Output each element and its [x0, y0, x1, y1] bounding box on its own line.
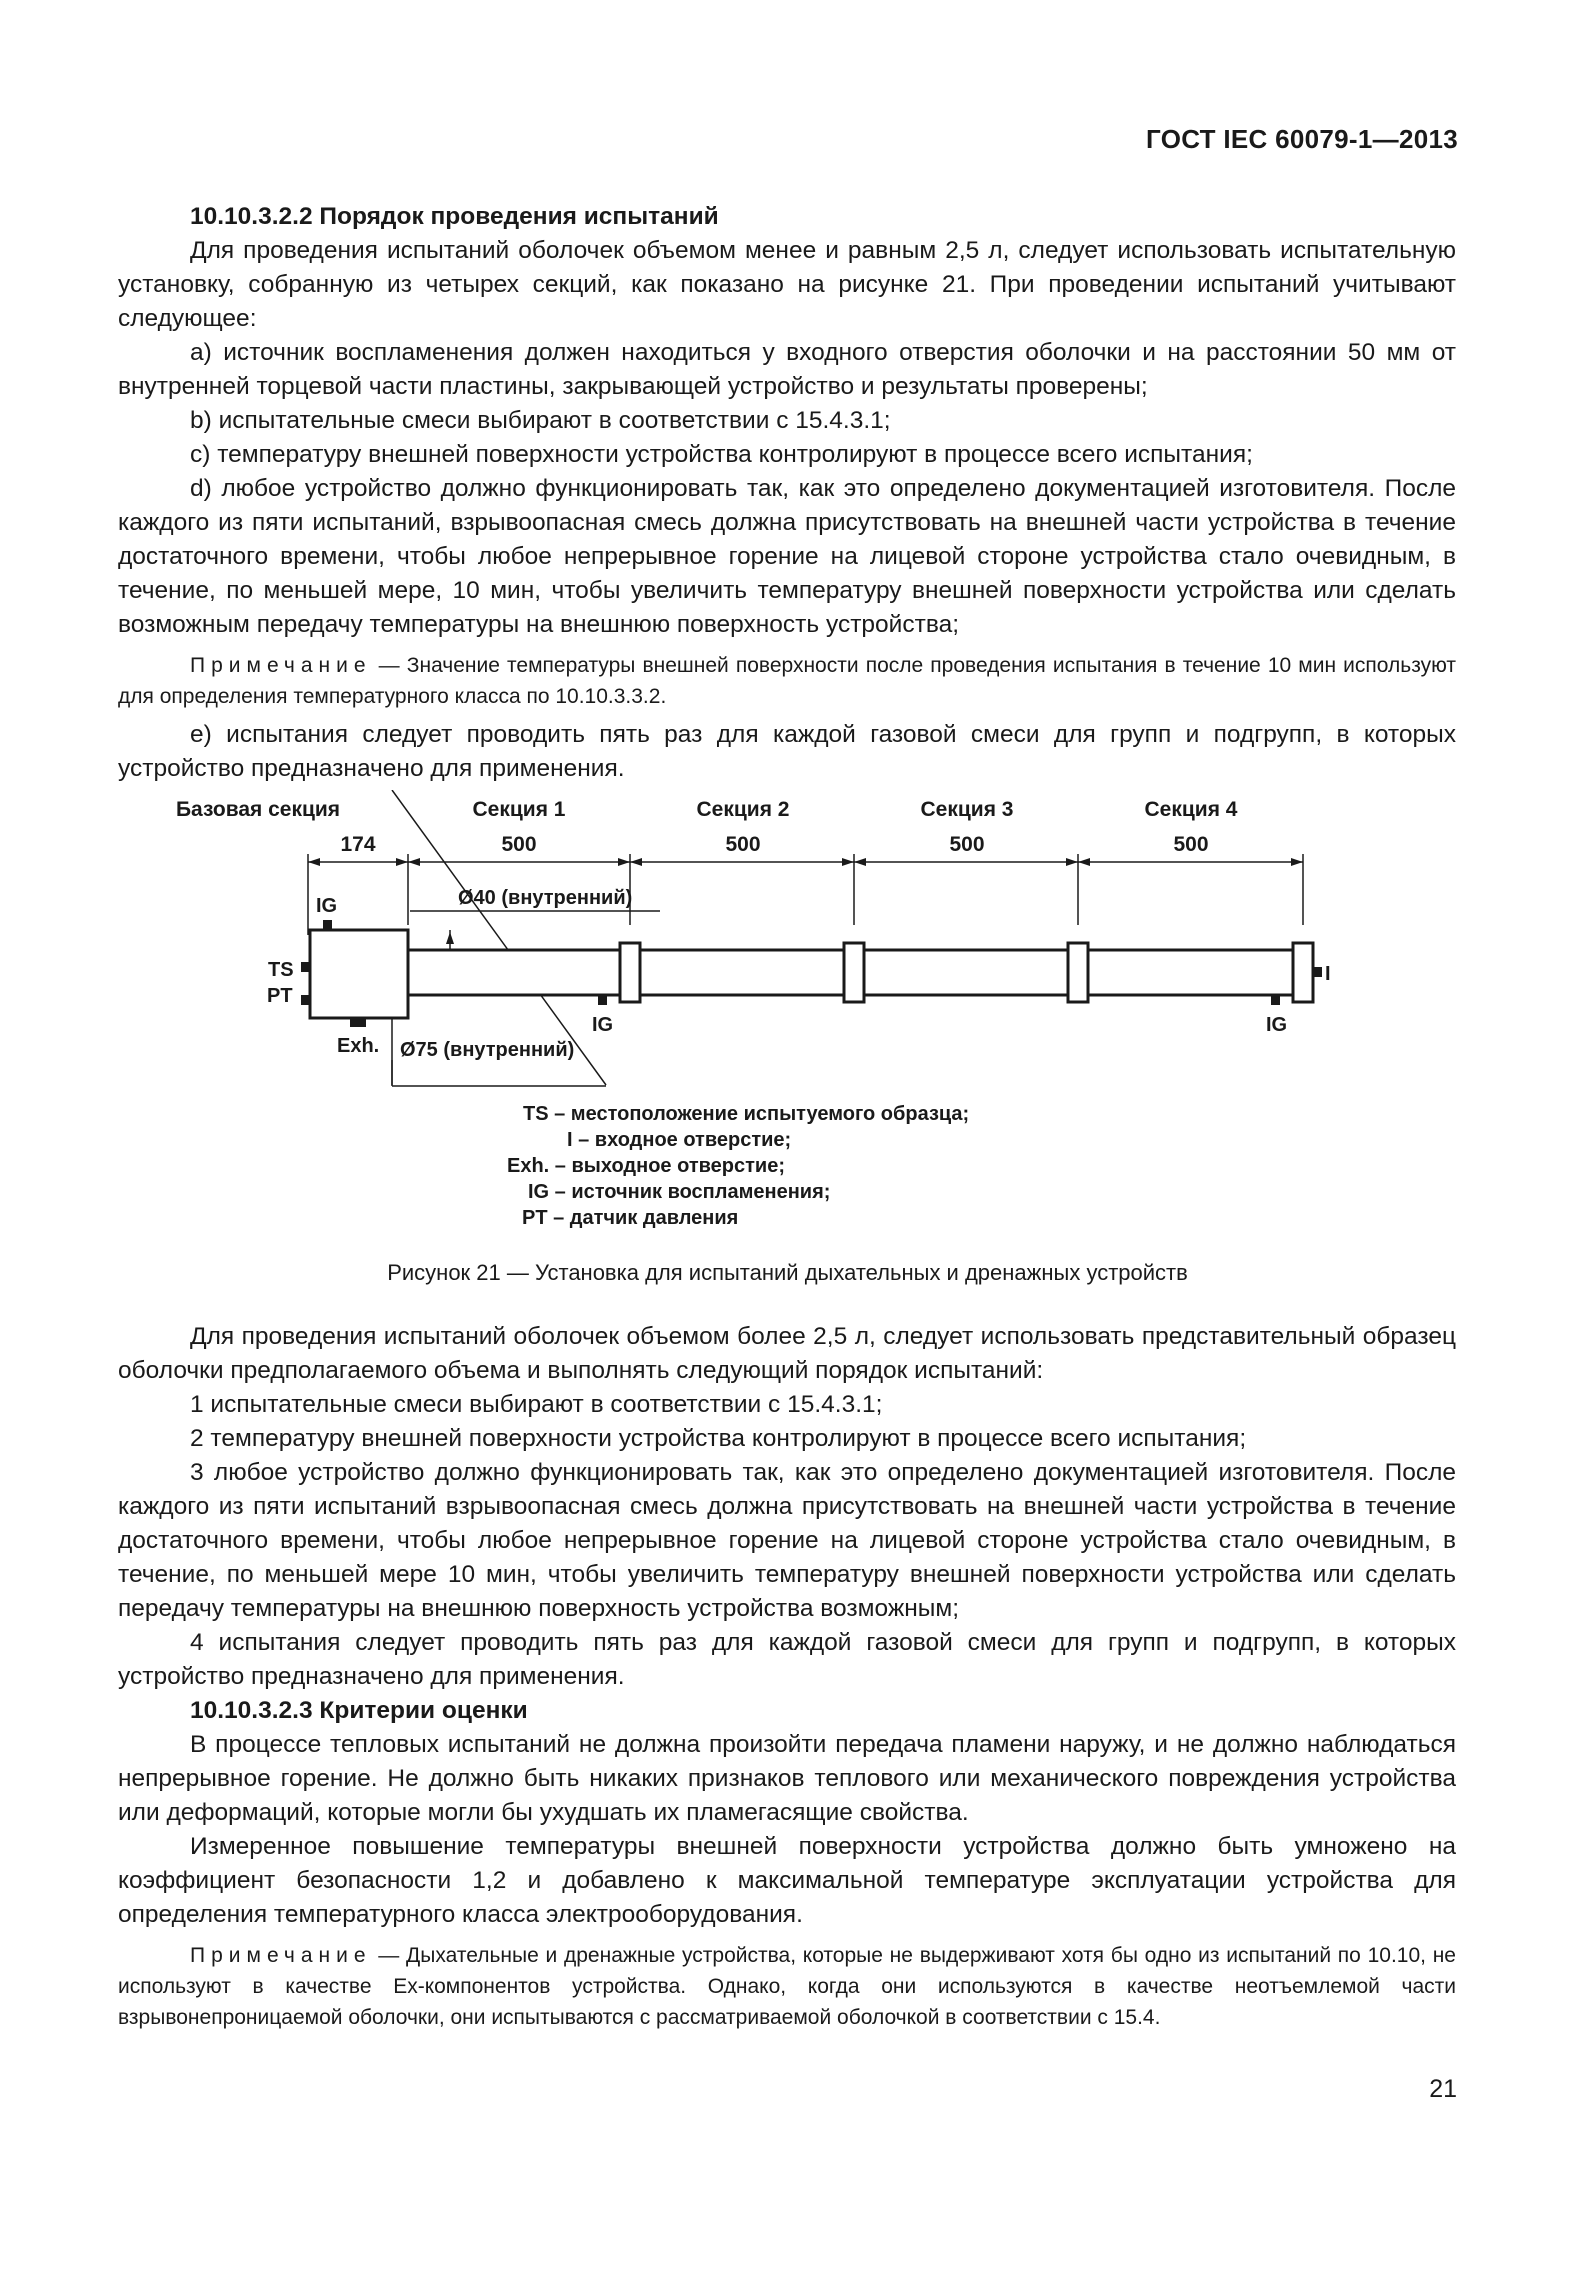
paragraph: В процессе тепловых испытаний не должна произойти передача пламени наружу, и не должно наблюдаться непрерывное горение. Не должно быть никаких признаков теплового или механического повреждения устройства или деформаций, которые могли бы ухудшать их пламегасящие свойства.: [118, 1731, 1456, 1826]
section-heading: 10.10.3.2.2 Порядок проведения испытаний: [190, 203, 719, 230]
note: [118, 1940, 1456, 2033]
legend: [507, 1103, 969, 1229]
ig-label: IG: [316, 895, 338, 917]
legend-item: IG – источник воспламенения;: [528, 1181, 831, 1203]
list-item: c) температуру внешней поверхности устройства контролируют в процессе всего испытания;: [190, 441, 1253, 468]
list-item: b) испытательные смеси выбирают в соответствии с 15.4.3.1;: [190, 407, 891, 434]
list-item: 4 испытания следует проводить пять раз для каждой газовой смеси для групп и подгрупп, в которых устройство предназначено для применения.: [118, 1629, 1456, 1690]
inlet-label: I: [1325, 963, 1331, 985]
exh-label: Exh.: [337, 1035, 380, 1057]
list-item: 3 любое устройство должно функционировать так, как это определено документацией изготовителя. После каждого из пяти испытаний взрывоопасная смесь должна присутствовать на внешней части устройства в течение достаточного времени, чтобы любое непрерывное горение на лицевой стороне устройства стало очевидным, в течение, по меньшей мере 10 мин, чтобы увеличить температуру внешней поверхности устройства или сделать передачу температуры на внешнюю поверхность устройства возможным;: [118, 1459, 1456, 1622]
page-number: 21: [1429, 2075, 1457, 2103]
note-label: Примечание: [190, 1944, 372, 1967]
section-test-procedure: [118, 200, 1456, 786]
list-item: 1 испытательные смеси выбирают в соответствии с 15.4.3.1;: [190, 1391, 883, 1418]
section-label: Секция 4: [1144, 798, 1238, 821]
legend-item: Exh. – выходное отверстие;: [507, 1155, 785, 1177]
paragraph: Для проведения испытаний оболочек объемом более 2,5 л, следует использовать представительный образец оболочки предполагаемого объема и выполнять следующий порядок испытаний:: [118, 1323, 1456, 1384]
base-section: [310, 930, 408, 1018]
test-setup-diagram: [0, 790, 1575, 1260]
ts-label: TS: [268, 959, 294, 981]
note-text: — Дыхательные и дренажные устройства, которые не выдерживают хотя бы одно из испытаний по 10.10, не используют в качестве Ex-компонентов устройства. Однако, когда они используются в качестве неотъемлемой части взрывонепроницаемой оболочки, они испытываются с рассматриваемой оболочкой в соответствии с 15.4.: [118, 1944, 1456, 2029]
list-item: d) любое устройство должно функционировать так, как это определено документацией изготовителя. После каждого из пяти испытаний, взрывоопасная смесь должна присутствовать на внешней части устройства в течение достаточного времени, чтобы любое непрерывное горение на лицевой стороне устройства стало очевидным, в течение, по меньшей мере, 10 мин, чтобы увеличить температуру внешней поверхности устройства или сделать возможным передачу температуры на внешнюю поверхность устройства;: [118, 475, 1456, 638]
pt-label: PT: [267, 985, 293, 1007]
section-heading: 10.10.3.2.3 Критерии оценки: [190, 1697, 528, 1724]
paragraph: Измеренное повышение температуры внешней поверхности устройства должно быть умножено на коэффициент безопасности 1,2 и добавлено к максимальной температуре эксплуатации устройства для определения температурного класса электрооборудования.: [118, 1833, 1456, 1928]
dimension-label: 500: [1173, 833, 1209, 856]
section-label: Базовая секция: [175, 798, 341, 821]
note-label: Примечание: [190, 654, 372, 677]
legend-item: PT – датчик давления: [522, 1207, 739, 1229]
section-label: Секция 1: [472, 798, 566, 821]
diameter-40-label: Ø40 (внутренний): [458, 887, 633, 909]
legend-item: TS – местоположение испытуемого образца;: [523, 1103, 970, 1125]
figure-caption: Рисунок 21 — Установка для испытаний дыхательных и дренажных устройств: [387, 1260, 1188, 1285]
dimension-label: 500: [501, 833, 537, 856]
document-header: ГОСТ IEC 60079-1—2013: [1146, 124, 1458, 154]
section-large-enclosures: [118, 1320, 1456, 2039]
list-item: e) испытания следует проводить пять раз для каждой газовой смеси для групп и подгрупп, в которых устройство предназначено для применения.: [118, 721, 1456, 782]
section-label: Секция 3: [920, 798, 1014, 821]
dimension-label: 174: [340, 833, 376, 856]
legend-item: I – входное отверстие;: [567, 1129, 792, 1151]
ig-label: IG: [592, 1014, 614, 1036]
list-item: 2 температуру внешней поверхности устройства контролируют в процессе всего испытания;: [190, 1425, 1247, 1452]
note-text: — Значение температуры внешней поверхности после проведения испытания в течение 10 мин используют для определения температурного класса по 10.10.3.3.2.: [118, 654, 1456, 708]
dimension-label: 500: [725, 833, 761, 856]
dimension-label: 500: [949, 833, 985, 856]
figure-21: [0, 790, 1575, 1290]
list-item: a) источник воспламенения должен находиться у входного отверстия оболочки и на расстоянии 50 мм от внутренней торцевой части пластины, закрывающей устройство и результаты проверены;: [118, 339, 1456, 400]
paragraph: Для проведения испытаний оболочек объемом менее и равным 2,5 л, следует использовать испытательную установку, собранную из четырех секций, как показано на рисунке 21. При проведении испытаний учитывают следующее:: [118, 237, 1456, 332]
note: [118, 650, 1456, 712]
section-label: Секция 2: [696, 798, 790, 821]
diameter-75-label: Ø75 (внутренний): [400, 1039, 575, 1061]
ig-label: IG: [1266, 1014, 1288, 1036]
